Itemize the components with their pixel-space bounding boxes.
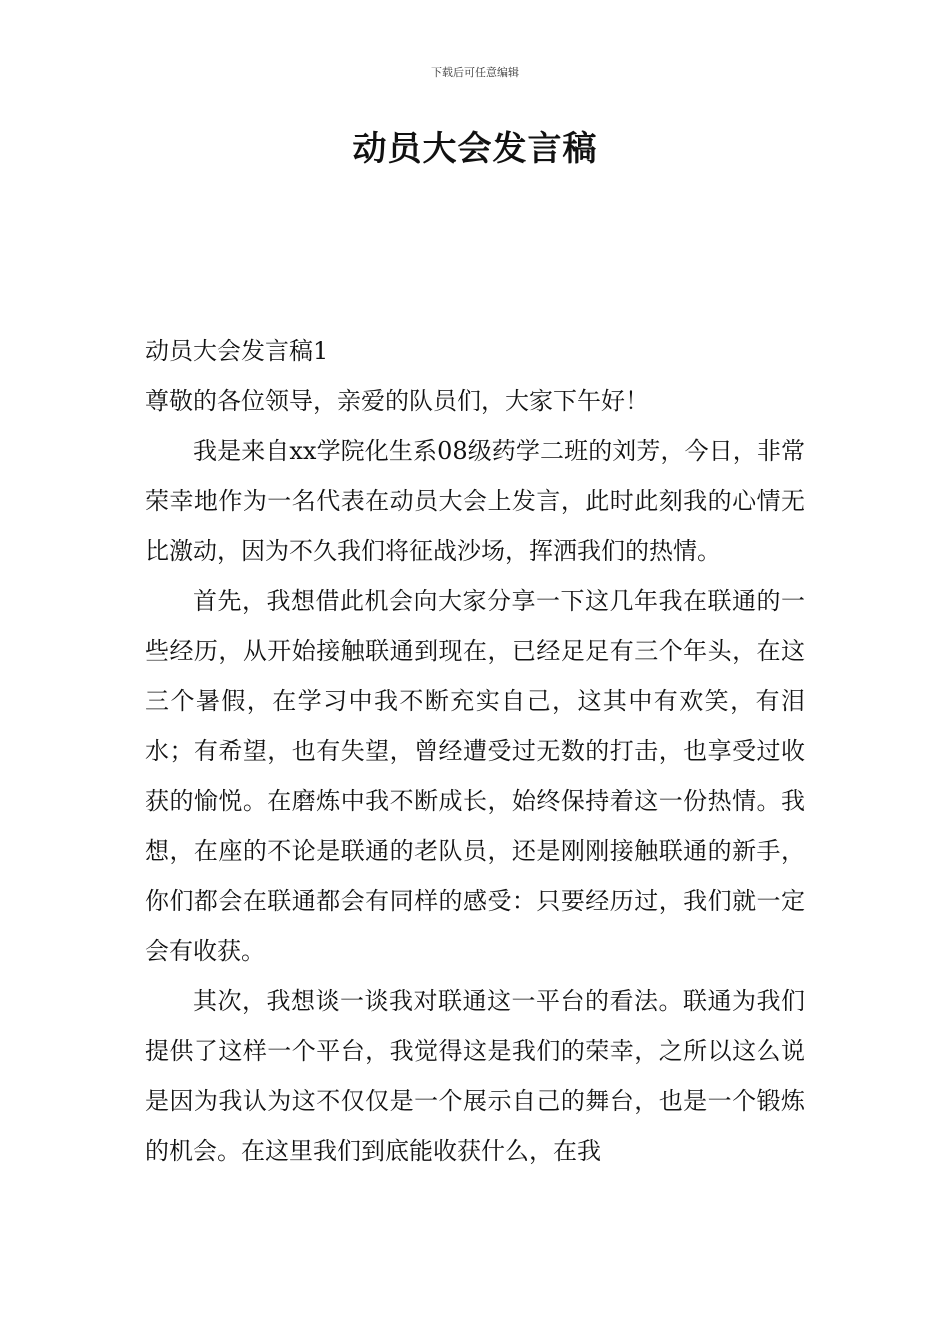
paragraph-platform: 其次，我想谈一谈我对联通这一平台的看法。联通为我们提供了这样一个平台，我觉得这是我们的荣幸，之所以这么说是因为我认为这不仅仅是一个展示自己的舞台，也是一个锻炼的机会。在这里我们到底能收获什么，在我 <box>145 987 805 1165</box>
header-note: 下载后可任意编辑 <box>431 66 519 79</box>
salutation: 尊敬的各位领导，亲爱的队员们，大家下午好！ <box>145 387 649 415</box>
document-body <box>145 326 805 1176</box>
paragraph-intro: 我是来自xx学院化生系08级药学二班的刘芳，今日，非常荣幸地作为一名代表在动员大会上发言，此时此刻我的心情无比激动，因为不久我们将征战沙场，挥洒我们的热情。 <box>145 437 805 565</box>
paragraph-experience: 首先，我想借此机会向大家分享一下这几年我在联通的一些经历，从开始接触联通到现在，已经足足有三个年头，在这三个暑假，在学习中我不断充实自己，这其中有欢笑，有泪水；有希望，也有失望，曾经遭受过无数的打击，也享受过收获的愉悦。在磨炼中我不断成长，始终保持着这一份热情。我想，在座的不论是联通的老队员，还是刚刚接触联通的新手，你们都会在联通都会有同样的感受：只要经历过，我们就一定会有收获。 <box>145 587 805 965</box>
section-heading: 动员大会发言稿1 <box>145 337 329 365</box>
document-title: 动员大会发言稿 <box>352 129 598 169</box>
